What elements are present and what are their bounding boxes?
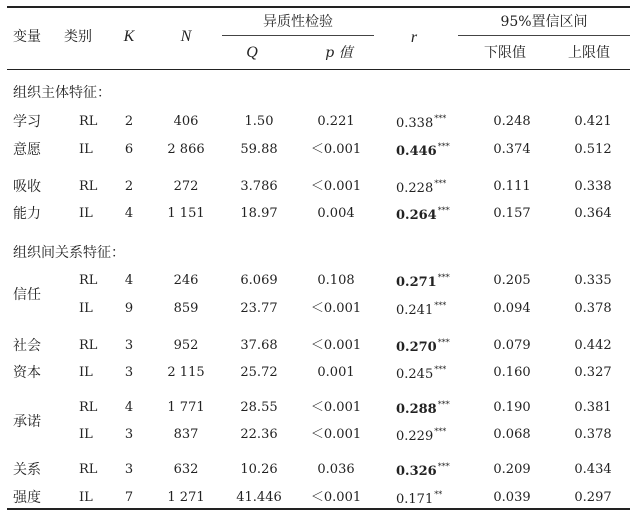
header-variable: 变量 — [13, 29, 41, 45]
cell-type: IL — [79, 206, 93, 221]
cell-r — [396, 401, 450, 416]
cell-upper: 0.297 — [574, 490, 612, 505]
header-category: 类别 — [64, 29, 92, 45]
cell-q: 28.55 — [240, 400, 278, 415]
variable-label: 社会 — [13, 338, 41, 354]
cell-q: 18.97 — [240, 206, 278, 221]
cell-type: RL — [79, 114, 98, 129]
variable-label: 意愿 — [13, 142, 41, 158]
significance-marker: *** — [434, 301, 447, 310]
cell-r — [396, 143, 450, 158]
cell-r — [396, 339, 450, 354]
cell-n: 859 — [173, 301, 199, 316]
cell-lower: 0.209 — [493, 462, 531, 477]
cell-n: 406 — [173, 114, 199, 129]
cell-upper: 0.442 — [574, 338, 612, 353]
r-value: 0.288 — [396, 402, 437, 417]
cell-n: 1 151 — [167, 206, 205, 221]
cell-n: 2 866 — [167, 142, 205, 157]
cell-lower: 0.374 — [493, 142, 531, 157]
cell-r — [396, 207, 450, 222]
cell-q: 37.68 — [240, 338, 278, 353]
cell-lower: 0.111 — [493, 179, 531, 194]
cell-r — [396, 180, 446, 195]
cell-upper: 0.421 — [574, 114, 612, 129]
cell-upper: 0.512 — [574, 142, 612, 157]
cell-q: 41.446 — [236, 490, 282, 505]
cell-n: 1 271 — [167, 490, 205, 505]
r-value: 0.270 — [396, 340, 437, 355]
header-p-value: p 值 — [325, 45, 353, 61]
header-heterogeneity: 异质性检验 — [263, 14, 333, 30]
variable-label: 强度 — [13, 490, 41, 506]
cell-q: 6.069 — [240, 273, 278, 288]
r-value: 0.241 — [396, 303, 434, 318]
variable-label: 吸收 — [13, 179, 41, 195]
cell-lower: 0.248 — [493, 114, 531, 129]
cell-upper: 0.364 — [574, 206, 612, 221]
cell-k: 3 — [124, 365, 134, 380]
header-lower: 下限值 — [484, 45, 526, 61]
cell-p: ＜0.001 — [310, 490, 362, 505]
significance-marker: *** — [437, 273, 450, 282]
variable-label: 资本 — [13, 365, 41, 381]
cell-type: RL — [79, 462, 98, 477]
cell-p: ＜0.001 — [310, 427, 362, 442]
cell-k: 3 — [124, 338, 134, 353]
significance-marker: *** — [437, 142, 450, 151]
r-value: 0.271 — [396, 275, 437, 290]
r-value: 0.326 — [396, 464, 437, 479]
section-title: 组织主体特征： — [13, 85, 111, 101]
significance-marker: *** — [434, 365, 447, 374]
cell-type: RL — [79, 338, 98, 353]
cell-n: 952 — [173, 338, 199, 353]
significance-marker: *** — [434, 427, 447, 436]
cell-upper: 0.378 — [574, 301, 612, 316]
cell-r — [396, 274, 450, 289]
header-rule — [7, 69, 630, 70]
cell-r — [396, 302, 446, 317]
cell-lower: 0.160 — [493, 365, 531, 380]
cell-p: 0.004 — [317, 206, 355, 221]
significance-marker: ** — [434, 490, 443, 499]
cell-type: RL — [79, 400, 98, 415]
header-q: Q — [246, 44, 258, 61]
header-upper: 上限值 — [568, 45, 610, 61]
variable-label: 承诺 — [13, 413, 41, 430]
cell-type: IL — [79, 142, 93, 157]
bottom-rule — [7, 508, 630, 510]
cell-q: 25.72 — [240, 365, 278, 380]
significance-marker: *** — [437, 462, 450, 471]
significance-marker: *** — [437, 400, 450, 409]
r-value: 0.228 — [396, 181, 434, 196]
significance-marker: *** — [434, 179, 447, 188]
cell-n: 246 — [173, 273, 199, 288]
cell-q: 23.77 — [240, 301, 278, 316]
cell-type: IL — [79, 427, 93, 442]
significance-marker: *** — [437, 338, 450, 347]
header-n: N — [180, 28, 192, 45]
r-value: 0.229 — [396, 429, 434, 444]
cell-lower: 0.190 — [493, 400, 531, 415]
cell-lower: 0.068 — [493, 427, 531, 442]
r-value: 0.446 — [396, 144, 437, 159]
cell-k: 4 — [124, 273, 134, 288]
significance-marker: *** — [434, 114, 447, 123]
cell-p: ＜0.001 — [310, 301, 362, 316]
cell-q: 59.88 — [240, 142, 278, 157]
cell-type: RL — [79, 273, 98, 288]
cell-k: 7 — [124, 490, 134, 505]
variable-label: 关系 — [13, 462, 41, 478]
cell-p: 0.221 — [317, 114, 355, 129]
heterogeneity-underline — [222, 35, 374, 36]
cell-type: RL — [79, 179, 98, 194]
cell-lower: 0.205 — [493, 273, 531, 288]
cell-upper: 0.378 — [574, 427, 612, 442]
cell-p: ＜0.001 — [310, 400, 362, 415]
cell-p: 0.108 — [317, 273, 355, 288]
cell-n: 837 — [173, 427, 199, 442]
r-value: 0.171 — [396, 492, 434, 507]
cell-n: 2 115 — [167, 365, 205, 380]
cell-k: 2 — [124, 114, 134, 129]
cell-k: 3 — [124, 462, 134, 477]
cell-lower: 0.039 — [493, 490, 531, 505]
r-value: 0.245 — [396, 367, 434, 382]
cell-q: 3.786 — [240, 179, 278, 194]
top-rule — [7, 6, 630, 8]
cell-k: 2 — [124, 179, 134, 194]
cell-p: 0.036 — [317, 462, 355, 477]
cell-k: 4 — [124, 206, 134, 221]
cell-p: 0.001 — [317, 365, 355, 380]
cell-n: 272 — [173, 179, 199, 194]
cell-upper: 0.381 — [574, 400, 612, 415]
cell-n: 1 771 — [167, 400, 205, 415]
variable-label: 能力 — [13, 206, 41, 222]
cell-upper: 0.327 — [574, 365, 612, 380]
cell-type: IL — [79, 490, 93, 505]
section-title: 组织间关系特征： — [13, 245, 125, 261]
variable-label: 学习 — [13, 114, 41, 130]
cell-type: IL — [79, 365, 93, 380]
header-ci: 95%置信区间 — [500, 14, 588, 30]
cell-n: 632 — [173, 462, 199, 477]
cell-r — [396, 366, 446, 381]
cell-r — [396, 115, 446, 130]
cell-p: ＜0.001 — [310, 338, 362, 353]
cell-q: 10.26 — [240, 462, 278, 477]
cell-k: 3 — [124, 427, 134, 442]
cell-upper: 0.338 — [574, 179, 612, 194]
cell-lower: 0.094 — [493, 301, 531, 316]
r-value: 0.264 — [396, 208, 437, 223]
ci-underline — [458, 35, 630, 36]
cell-type: IL — [79, 301, 93, 316]
cell-upper: 0.335 — [574, 273, 612, 288]
cell-q: 22.36 — [240, 427, 278, 442]
cell-q: 1.50 — [244, 114, 274, 129]
cell-r — [396, 428, 446, 443]
cell-p: ＜0.001 — [310, 142, 362, 157]
header-r: r — [410, 29, 418, 46]
cell-k: 4 — [124, 400, 134, 415]
cell-lower: 0.157 — [493, 206, 531, 221]
r-value: 0.338 — [396, 116, 434, 131]
cell-r — [396, 491, 442, 506]
cell-lower: 0.079 — [493, 338, 531, 353]
cell-upper: 0.434 — [574, 462, 612, 477]
variable-label: 信任 — [13, 287, 41, 303]
cell-k: 9 — [124, 301, 134, 316]
header-k: K — [123, 28, 135, 45]
cell-r — [396, 463, 450, 478]
cell-p: ＜0.001 — [310, 179, 362, 194]
significance-marker: *** — [437, 206, 450, 215]
cell-k: 6 — [124, 142, 134, 157]
